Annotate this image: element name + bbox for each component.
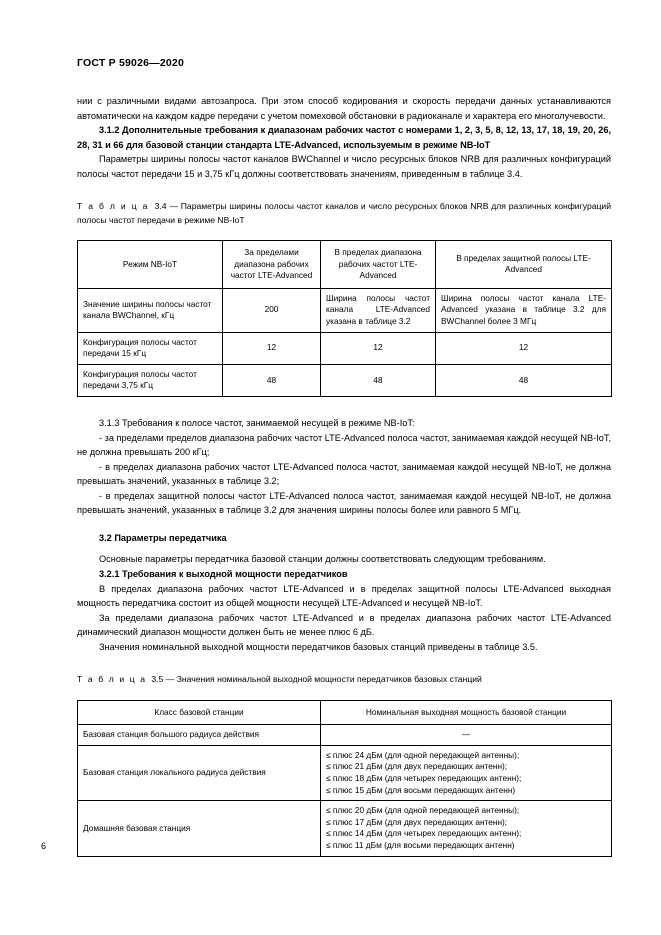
- spacer-before-table-3-5: [77, 654, 611, 673]
- spacer-after-table-3-4: [77, 397, 611, 416]
- bullet-3-1-3-2: - в пределах диапазона рабочих частот LTE-Advanced полоса частот, занимаемая каждой несущей NB-IoT, не должна превышать значений, указанных в таблице 3.2;: [77, 461, 611, 487]
- table-3-5-row-2-label: Домашняя базовая станция: [78, 801, 321, 856]
- power-value: ≤ плюс 15 дБм (для восьми передающих антенн): [326, 784, 516, 795]
- table-row: [78, 745, 612, 800]
- table-3-4-col-header-0: Режим NB-IoT: [78, 241, 223, 289]
- table-3-5-row-2-values: [321, 801, 612, 856]
- spacer-before-3-2: [77, 518, 611, 531]
- table-3-4-caption-label: Т а б л и ц а: [77, 201, 150, 212]
- table-3-5-caption-number: 3.5: [151, 674, 164, 685]
- table-3-4-row-0-col-3: Ширина полосы частот канала LTE-Advanced указана в таблице 3.2 для BWChannel более 3 МГц: [436, 288, 612, 332]
- table-3-4-row-1-col-3: 12: [436, 332, 612, 364]
- power-value: ≤ плюс 20 дБм (для одной передающей антенны);: [326, 805, 520, 816]
- heading-3-1-2: 3.1.2 Дополнительные требования к диапазонам рабочих частот с номерами 1, 2, 3, 5, 8, 12, 13, 17, 18, 19, 20, 26, 28, 31 и 66 для базовой станции стандарта LTE-Advanced, используемым в режиме NB-IoT: [77, 125, 611, 150]
- table-3-4: [77, 240, 612, 397]
- table-3-4-row-2-col-2: 48: [321, 364, 436, 396]
- spacer-after-heading-3-2: [77, 545, 611, 552]
- table-3-4-caption: [77, 200, 611, 227]
- spacer-caption-table-3-5: [77, 687, 611, 700]
- table-3-5: [77, 700, 612, 857]
- table-3-5-row-1-values: [321, 745, 612, 800]
- table-3-4-row-2-col-1: 48: [223, 364, 321, 396]
- table-3-4-row-2-label: Конфигурация полосы частот передачи 3,75 кГц: [78, 364, 223, 396]
- bullet-3-1-3-1: - за пределами пределов диапазона рабочих частот LTE-Advanced полоса частот, занимаемая каждой несущей NB-IoT, не должна превышать 200 кГц;: [77, 432, 611, 458]
- table-3-4-col-header-3: В пределах защитной полосы LTE-Advanced: [436, 241, 612, 289]
- spacer-before-table-3-4: [77, 181, 611, 200]
- table-3-5-row-0-value: —: [321, 725, 612, 746]
- paragraph-3-2-1-c: Значения номинальной выходной мощности передатчиков базовых станций приведены в таблице 3.5.: [99, 641, 538, 652]
- running-header-standard-number: ГОСТ Р 59026—2020: [77, 57, 185, 69]
- table-3-5-caption: [77, 673, 611, 686]
- power-value: ≤ плюс 24 дБм (для одной передающей антенны);: [326, 749, 520, 760]
- table-3-4-row-0-label: Значение ширины полосы частот канала BWChannel, кГц: [78, 288, 223, 332]
- bullet-3-1-3-3: - в пределах защитной полосы частот LTE-Advanced полоса частот, занимаемая каждой несущей NB-IoT, не должна превышать значений, указанных в таблице 3.2 для значения ширины полосы более или равного 5 МГц.: [77, 490, 611, 516]
- table-3-4-row-0-col-1: 200: [223, 288, 321, 332]
- table-3-4-row-1-col-1: 12: [223, 332, 321, 364]
- table-3-5-col-header-1: Номинальная выходная мощность базовой станции: [321, 700, 612, 725]
- table-3-4-col-header-1: За пределами диапазона рабочих частот LTE-Advanced: [223, 241, 321, 289]
- heading-3-1-3: 3.1.3 Требования к полосе частот, занимаемой несущей в режиме NB-IoT:: [99, 418, 415, 429]
- table-3-4-col-header-2: В пределах диапазона рабочих частот LTE-Advanced: [321, 241, 436, 289]
- table-row: [78, 332, 612, 364]
- page-content: [77, 57, 611, 857]
- table-3-5-caption-text: — Значения номинальной выходной мощности передатчиков базовых станций: [165, 674, 482, 685]
- paragraph-continued: нии с различными видами автозапроса. При этом способ кодирования и скорость передачи данных устанавливаются автоматически на каждом кадре передачи с учетом помеховой обстановки в радиоканале и характера его многолучевости.: [77, 96, 611, 121]
- power-value: ≤ плюс 21 дБм (для двух передающих антенн);: [326, 761, 508, 772]
- table-3-4-caption-text: — Параметры ширины полосы частот каналов и число ресурсных блоков NRB для различных конфигураций полосы частот передачи в режиме NB-IoT: [77, 201, 612, 225]
- spacer-caption-table-3-4: [77, 227, 611, 240]
- table-3-5-row-1-label: Базовая станция локального радиуса действия: [78, 745, 321, 800]
- table-3-5-header: [78, 700, 612, 725]
- table-3-4-row-0-col-2: Ширина полосы частот канала LTE-Advanced указана в таблице 3.2: [321, 288, 436, 332]
- power-value: ≤ плюс 18 дБм (для четырех передающих антенн);: [326, 773, 522, 784]
- table-3-5-body: [78, 725, 612, 856]
- table-3-4-row-1-label: Конфигурация полосы частот передачи 15 кГц: [78, 332, 223, 364]
- power-value: ≤ плюс 17 дБм (для двух передающих антенн);: [326, 816, 508, 827]
- table-3-4-caption-number: 3.4: [154, 201, 167, 212]
- table-header-row: [78, 241, 612, 289]
- table-3-4-row-2-col-3: 48: [436, 364, 612, 396]
- paragraph-3-2-1-b: За пределами диапазона рабочих частот LTE-Advanced и в пределах диапазона рабочих частот LTE-Advanced динамический диапазон мощности должен быть не менее плюс 6 дБ.: [77, 612, 611, 638]
- table-3-4-row-1-col-2: 12: [321, 332, 436, 364]
- paragraph-3-1-2: Параметры ширины полосы частот каналов BWChannel и число ресурсных блоков NRB для различных конфигураций полосы частот передачи 15 и 3,75 кГц должны соответствовать значениям, приведенным в таблице 3.4.: [77, 154, 611, 179]
- table-3-5-row-0-label: Базовая станция большого радиуса действия: [78, 725, 321, 746]
- table-header-row: [78, 700, 612, 725]
- power-value: ≤ плюс 11 дБм (для восьми передающих антенн): [326, 839, 515, 850]
- page-number: 6: [41, 841, 47, 851]
- table-row: [78, 725, 612, 746]
- paragraph-3-2: Основные параметры передатчика базовой станции должны соответствовать следующим требованиям.: [99, 554, 546, 565]
- table-3-5-col-header-0: Класс базовой станции: [78, 700, 321, 725]
- heading-3-2: 3.2 Параметры передатчика: [99, 532, 227, 543]
- table-row: [78, 801, 612, 856]
- table-3-5-caption-label: Т а б л и ц а: [77, 674, 147, 685]
- table-3-4-header: [78, 241, 612, 289]
- table-row: [78, 364, 612, 396]
- table-3-4-body: [78, 288, 612, 396]
- table-row: [78, 288, 612, 332]
- power-value: ≤ плюс 14 дБм (для четырех передающих антенн);: [326, 828, 522, 839]
- paragraph-3-2-1-a: В пределах диапазона рабочих частот LTE-Advanced и в пределах защитной полосы LTE-Advanced выходная мощность передатчика состоит из общей мощности несущей LTE-Advanced и несущей NB-IoT.: [77, 583, 611, 609]
- heading-3-2-1: 3.2.1 Требования к выходной мощности передатчиков: [99, 568, 348, 579]
